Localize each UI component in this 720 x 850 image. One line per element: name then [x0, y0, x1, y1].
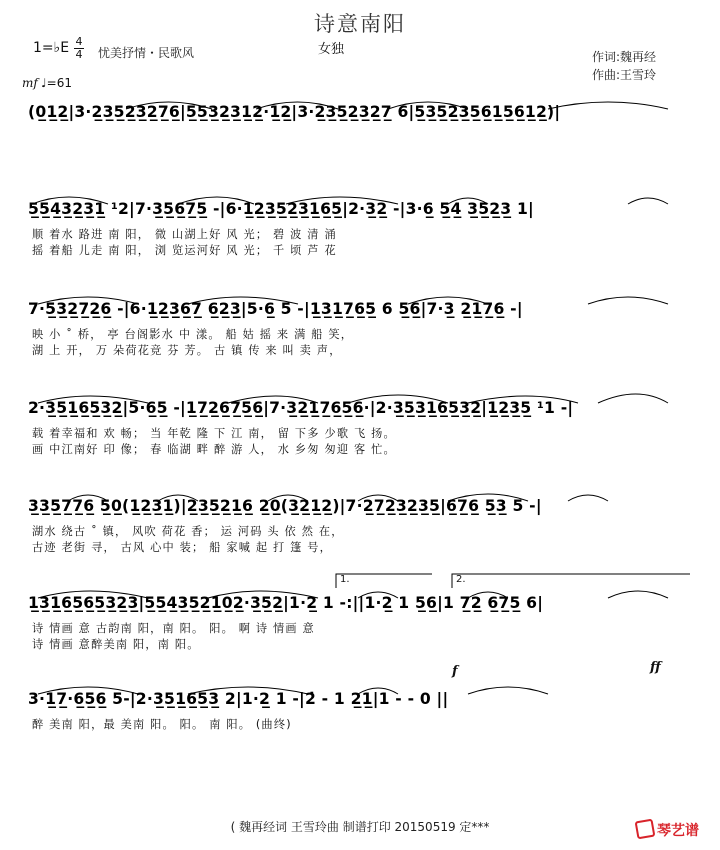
notes: 1̲3̲1̲6̲5̲6̲5̲3̲2̲3̲|5̲5̲4̲3̲5̲2̲1̲0̲2̲·3̲5̲2̲|1·2̲ 1 -:||1·2̲ 1 5̲6̲|1 7̲2̲ 6̲7̲5̲ 6|: [28, 594, 544, 612]
notes: 3·1̲7̲·6̲5̲6̲ 5-|2·3̲5̲1̲6̲5̲3̲ 2|1·2̲ 1 -|2̇ - 1 2̲1̲|1 - - 0 ||: [28, 690, 449, 708]
lyrics-verse-2: 古迹 老街 寻， 古风 心中 装； 船 家喊 起 打 篷 号，: [32, 541, 333, 554]
watermark-logo: [636, 820, 699, 840]
time-signature: [74, 36, 84, 61]
staff-line-7: [28, 690, 693, 740]
notes: 5̲5̲4̲3̲2̲3̲1̲ ¹2|7·3̲5̲6̲7̲5̲ -|6·1̲2̲3̲5̲2̲3̲1̲6̲5̲|2·3̲2̲ -|3·6̲ 5̲4̲ 3̲5̲2̲3̲ 1|: [28, 200, 534, 218]
volta-second: 2.: [456, 574, 466, 585]
volta-brackets: [0, 570, 720, 590]
key-signature: [33, 40, 69, 56]
meter-top: 4: [75, 35, 83, 48]
dynamic-marking: mf: [22, 76, 38, 90]
lyrics-verse-2: 湖 上 开， 万 朵荷花竞 芬 芳。 古 镇 传 来 叫 卖 声，: [32, 344, 342, 357]
notes: 7·5̲3̲2̲7̲2̲6̲ -|6·1̲2̲3̲6̲7̲ 6̲2̲3̲|5·6̲ 5 -|1̲3̲1̲7̲6̲5̲ 6 5̲6̲|7·3̲ 2̲1̲7̲6̲ -|: [28, 300, 523, 318]
lyrics-verse-1: 映 小 ˚ 桥， 亭 台阁影水 中 漾。 船 姑 摇 来 满 船 笑，: [32, 328, 354, 341]
lyrics-verse-1: 湖水 绕古 ˚ 镇， 风吹 荷花 香； 运 河码 头 依 然 在，: [32, 525, 344, 538]
staff-line-1: [28, 103, 693, 143]
volta-first: 1.: [340, 574, 350, 585]
lyrics-verse-2: 摇 着船 儿走 南 阳， 浏 览运河好 风 光； 千 顷 芦 花: [32, 244, 337, 257]
voice-type: 女独: [318, 42, 345, 57]
song-title: 诗意南阳: [314, 12, 406, 36]
logo-icon: [635, 819, 656, 840]
notes: (0̲1̲2̲|3·2̲3̲5̲2̲3̲2̲7̲6̲|5̲5̲3̲2̲3̲1̲2̲·1̲2̲|3·2̲3̲5̲2̲3̲2̲7̲ 6|5̲3̲5̲2̲3̲5̲6̲1̲5̲6̲1̲2̲)|: [28, 103, 561, 121]
meter-bottom: 4: [75, 48, 83, 61]
notes: 3̲3̲5̲7̲7̲6̲ 5̲0̲(1̲2̲3̲1̲)|2̲3̲5̲2̲1̲6̲ 2̲0̲(3̲2̲1̲2̲)|7·2̲7̲2̲3̲2̲3̲5̲|6̲7̲6̲ 5̲3̲ 5 -|: [28, 497, 542, 515]
style-marking: 忧美抒情・民歌风: [98, 46, 195, 60]
footer-credit: ( 魏再经词 王雪玲曲 制谱打印 20150519 定***: [230, 820, 490, 834]
lyrics-verse-2: 画 中江南好 印 像； 春 临湖 畔 醉 游 人， 水 乡匆 匆迎 客 忙。: [32, 443, 396, 456]
lyrics-verse-1: 顺 着水 路进 南 阳， 微 山湖上好 风 光； 碧 波 清 涌: [32, 228, 337, 241]
logo-text: 琴艺谱: [657, 823, 699, 839]
staff-line-3: [28, 300, 693, 360]
staff-line-2: [28, 200, 693, 260]
staff-line-5: [28, 497, 693, 557]
staff-line-6: [28, 594, 693, 654]
notes: 2·3̲5̲1̲6̲5̲3̲2̲|5·6̲5̲ -|1̲7̲2̲6̲7̲5̲6̲|7·3̲2̲1̲7̲6̲5̲6̲·|2·3̲5̲3̲1̲6̲5̲3̲2̲|1̲2̲3̲5̲ ¹1 -|: [28, 399, 574, 417]
lyrics-verse-2: 诗 情画 意醉美南 阳，南 阳。: [32, 638, 200, 651]
lyrics-verse-1: 醉 美南 阳，最 美南 阳。 阳。 南 阳。 (曲终): [32, 718, 292, 731]
lyricist-credit: 作词:魏再经: [592, 50, 657, 64]
fortissimo-mark: ff: [650, 660, 661, 675]
key-text: 1=♭E: [33, 40, 70, 56]
lyrics-verse-1: 载 着幸福和 欢 畅； 当 年乾 隆 下 江 南， 留 下多 少歌 飞 扬。: [32, 427, 396, 440]
composer-credit: 作曲:王雪玲: [592, 68, 657, 82]
tempo-marking: ♩=61: [41, 76, 72, 90]
staff-line-4: [28, 399, 693, 459]
lyrics-verse-1: 诗 情画 意 古韵南 阳，南 阳。 阳。 啊 诗 情画 意: [32, 622, 315, 635]
forte-mark: f: [452, 664, 458, 679]
